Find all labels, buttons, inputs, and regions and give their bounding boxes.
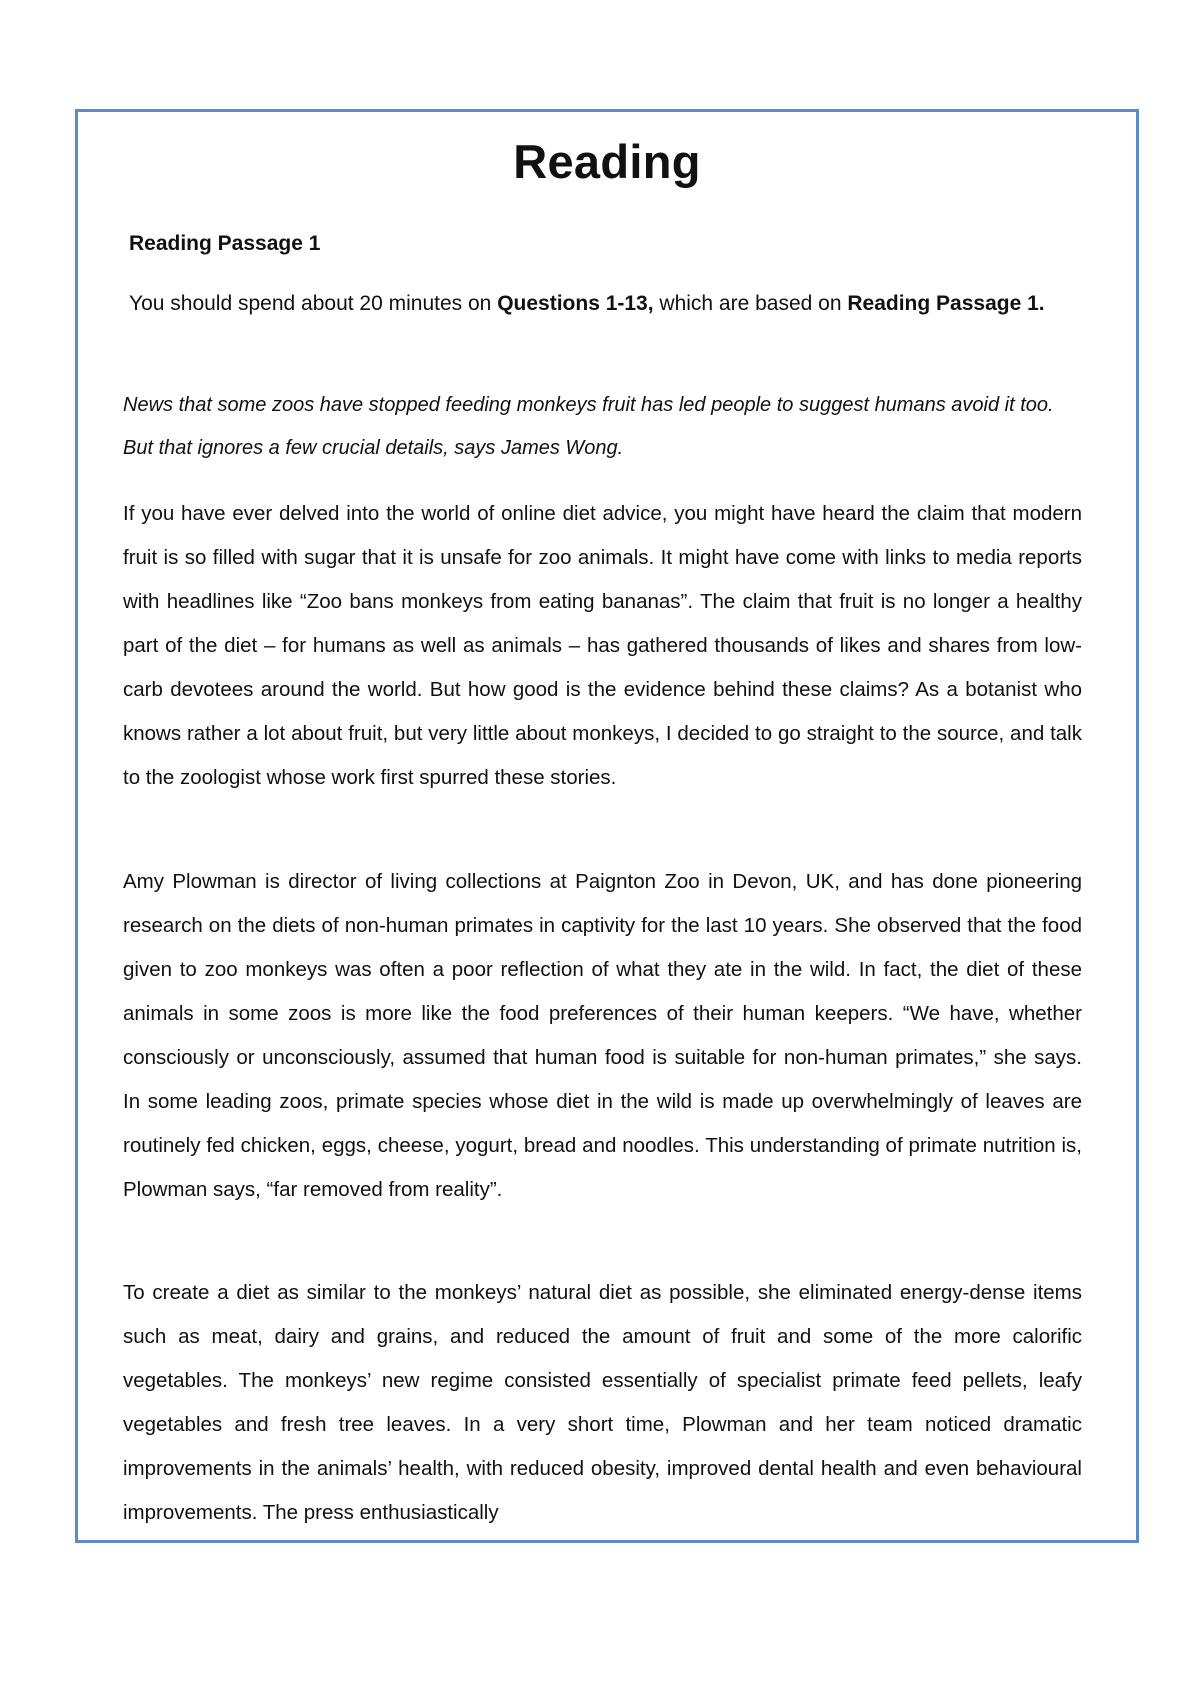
instructions-prefix: You should spend about 20 minutes on: [129, 292, 498, 315]
instructions-questions: Questions 1-13,: [497, 292, 654, 315]
body-paragraph-3: To create a diet as similar to the monkeys’ natural diet as possible, she eliminated energy-dense items such as meat, dairy and grains, and reduced the amount of fruit and some of the more calorific vegetables. The monkeys’ new regime consisted essentially of specialist primate feed pellets, leafy vegetables and fresh tree leaves. In a very short time, Plowman and her team noticed dramatic improvements in the animals’ health, with reduced obesity, improved dental health and even behavioural improvements. The press enthusiastically: [123, 1281, 1082, 1524]
body-paragraph-1: If you have ever delved into the world of online diet advice, you might have heard the claim that modern fruit is so filled with sugar that it is unsafe for zoo animals. It might have come with links to media reports with headlines like “Zoo bans monkeys from eating bananas”. The claim that fruit is no longer a healthy part of the diet – for humans as well as animals – has gathered thousands of likes and shares from low-carb devotees around the world. But how good is the evidence behind these claims? As a botanist who knows rather a lot about fruit, but very little about monkeys, I decided to go straight to the source, and talk to the zoologist whose work first spurred these stories.: [123, 502, 1082, 789]
page-border: [75, 109, 1139, 1543]
standfirst: News that some zoos have stopped feeding monkeys fruit has led people to suggest humans avoid it too. But that ignores a few crucial details, says James Wong.: [123, 394, 1054, 459]
instructions: [129, 282, 1059, 326]
page-title: Reading: [513, 135, 701, 188]
body-paragraph-2: Amy Plowman is director of living collections at Paignton Zoo in Devon, UK, and has done pioneering research on the diets of non-human primates in captivity for the last 10 years. She observed that the food given to zoo monkeys was often a poor reflection of what they ate in the wild. In fact, the diet of these animals in some zoos is more like the food preferences of their human keepers. “We have, whether consciously or unconsciously, assumed that human food is suitable for non-human primates,” she says. In some leading zoos, primate species whose diet in the wild is made up overwhelmingly of leaves are routinely fed chicken, eggs, cheese, yogurt, bread and noodles. This understanding of primate nutrition is, Plowman says, “far removed from reality”.: [123, 870, 1082, 1201]
instructions-middle: which are based on: [653, 292, 848, 315]
passage-heading: Reading Passage 1: [129, 232, 321, 255]
instructions-passage-ref: Reading Passage 1.: [847, 292, 1045, 315]
